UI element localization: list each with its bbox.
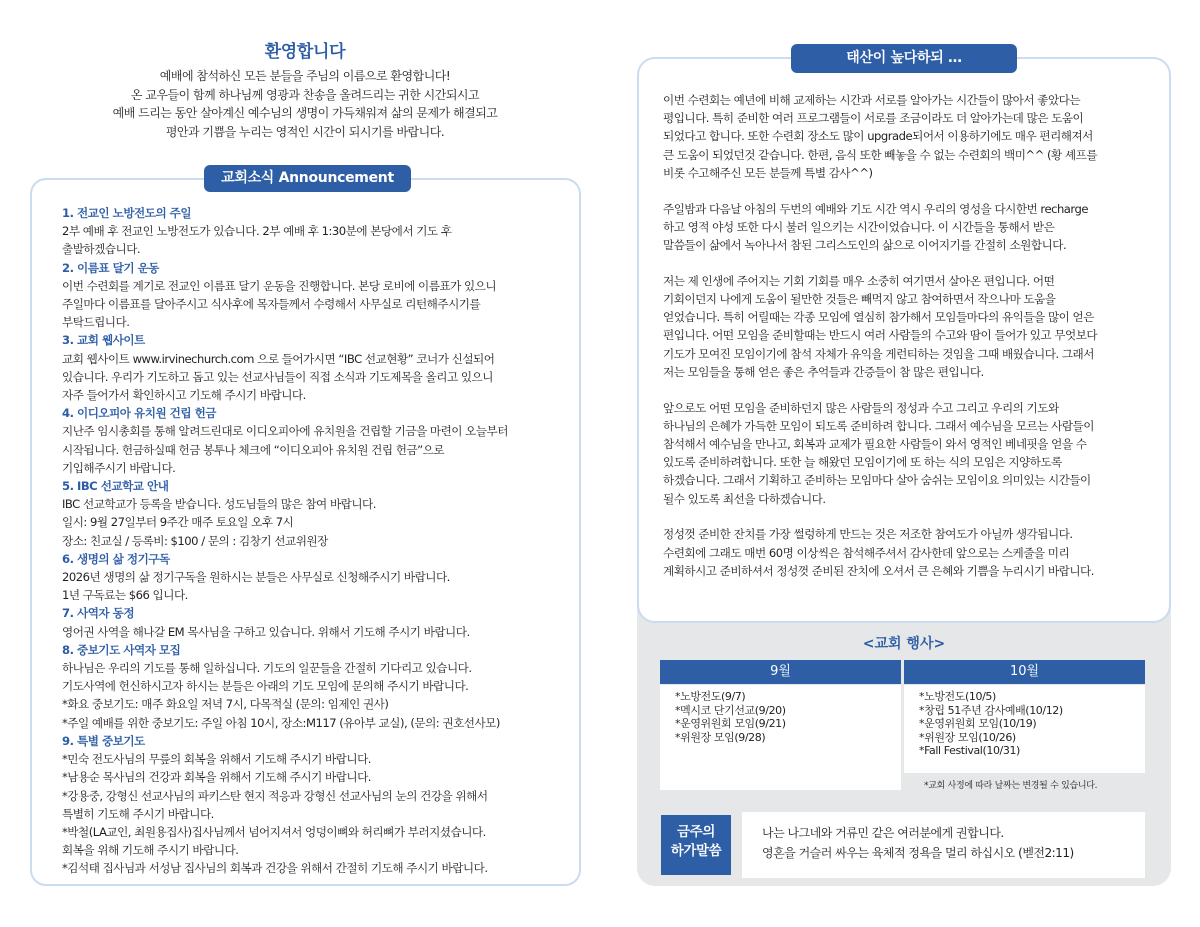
announcement-heading: 7. 사역자 동정 xyxy=(62,606,135,621)
verse-label xyxy=(661,815,731,875)
announcement-line: *민숙 전도사님의 무릎의 회복을 위해서 기도해 주시기 바랍니다. xyxy=(62,752,371,767)
column-line: 이번 수련회는 예년에 비해 교제하는 시간과 서로를 알아가는 시간들이 많아서 좋았다는 xyxy=(663,93,1081,107)
verse-label-line: 하가말씀 xyxy=(670,843,722,859)
verse-label-line: 금주의 xyxy=(677,824,715,840)
announcement-line: *주일 예배를 위한 중보기도: 주일 아침 10시, 장소:M117 (유아부 교실), (문의: 권호선사모) xyxy=(62,715,500,730)
announcement-heading: 5. IBC 선교학교 안내 xyxy=(62,479,169,494)
announcement-item xyxy=(62,259,574,332)
column-tab-label: 태산이 높다하되 … xyxy=(791,44,1017,73)
announcement-heading: 2. 이름표 달기 운동 xyxy=(62,260,159,275)
announcement-line: 2026년 생명의 삶 정기구독을 원하시는 분들은 사무실로 신청해주시기 바랍니다. xyxy=(62,570,450,585)
announcement-line: *남용순 목사님의 건강과 회복을 위해서 기도해 주시기 바랍니다. xyxy=(62,770,371,785)
announcement-line: 2부 예배 후 전교인 노방전도가 있습니다. 2부 예배 후 1:30분에 본당에서 기도 후 xyxy=(62,224,452,239)
announcements-tab-label: 교회소식 Announcement xyxy=(204,165,411,192)
column-line: 얻었습니다. 특히 어릴때는 각종 모임에 열심히 참가해서 모임들마다의 유익들을 많이 얻은 xyxy=(663,310,1094,325)
announcement-line: *강용중, 강형신 선교사님의 파키스탄 현지 적응과 강형신 선교사님의 눈의 건강을 위해서 xyxy=(62,788,488,803)
event-item: *멕시코 단기선교(9/20) xyxy=(675,703,786,717)
verse-line: 나는 나그네와 거류민 같은 여러분에게 권합니다. xyxy=(762,826,1004,840)
welcome-section xyxy=(30,40,580,142)
announcement-line: 영어권 사역을 해나갈 EM 목사님을 구하고 있습니다. 위해서 기도해 주시기 바랍니다. xyxy=(62,624,470,639)
announcement-heading: 3. 교회 웹사이트 xyxy=(62,333,145,348)
column-line: 평입니다. 특히 준비한 여러 프로그램들이 서로를 조금이라도 더 알아가는데 많은 도움이 xyxy=(663,111,1084,126)
column-line: 말씀들이 삶에서 녹아나서 참된 그리스도인의 삶으로 이어지기를 간절히 소원합니다. xyxy=(663,238,1067,253)
column-line: 주일밤과 다음날 아침의 두번의 예배와 기도 시간 역시 우리의 영성을 다시한번 recharge xyxy=(663,201,1088,216)
announcement-line: 출발하겠습니다. xyxy=(62,242,141,257)
announcement-line: 주일마다 이름표를 달아주시고 식사후에 목자들께서 수령해서 사무실로 리턴해주시기를 xyxy=(62,297,481,312)
welcome-line: 예배에 참석하신 모든 분들을 주님의 이름으로 환영합니다! xyxy=(159,69,451,83)
column-paragraph xyxy=(663,272,1157,381)
column-line: 있도록 준비하려합니다. 또한 늘 해왔던 모임이기에 또 하는 식의 모임은 지양하도록 xyxy=(663,455,1062,470)
announcement-line: *화요 중보기도: 매주 화요일 저녁 7시, 다목적실 (문의: 임제인 권사) xyxy=(62,697,389,712)
column-line: 비롯 수고해주신 모든 분들께 특별 감사^^) xyxy=(663,165,873,180)
event-item: *노방전도(10/5) xyxy=(919,690,996,703)
welcome-message xyxy=(30,67,580,142)
announcement-item xyxy=(62,641,574,732)
verse-text-box xyxy=(742,812,1145,878)
column-line: 기도가 모여진 모임이기에 참석 자체가 유익을 게런티하는 것임을 그때 배웠습니다. 그래서 xyxy=(663,346,1094,361)
column-paragraph xyxy=(663,91,1157,182)
announcement-line: 부탁드립니다. xyxy=(62,315,130,330)
announcement-line: 기입해주시기 바랍니다. xyxy=(62,460,176,475)
announcement-line: 있습니다. 우리가 기도하고 돕고 있는 선교사님들이 직접 소식과 기도제목을 올리고 있으니 xyxy=(62,369,493,384)
column-line: 기회이던지 나에게 도움이 될만한 것들은 빼먹지 않고 참여하면서 작으나마 도움을 xyxy=(663,292,1056,307)
verse-line: 영혼을 거슬러 싸우는 육체적 정욕을 멀리 하십시오 (벧전2:11) xyxy=(762,846,1074,860)
announcement-line: 이번 수련회를 계기로 전교인 이름표 달기 운동을 진행합니다. 본당 로비에 이름표가 있으니 xyxy=(62,278,497,293)
month-header-september: 9월 xyxy=(660,660,901,684)
welcome-title: 환영합니다 xyxy=(264,42,346,62)
event-item: *위원장 모임(9/28) xyxy=(675,730,766,744)
column-line: 수련회에 그래도 매번 60명 이상씩은 참석해주셔서 감사한데 앞으로는 스케줄을 미리 xyxy=(663,545,1070,560)
announcement-line: 시작됩니다. 헌금하실때 헌금 봉투나 체크에 “이디오피아 유치원 건립 헌금”으로 xyxy=(62,442,445,457)
announcement-line: *김석태 집사님과 서성남 집사님의 회복과 건강을 위해서 간절히 기도해 주시기 바랍니다. xyxy=(62,861,488,876)
announcement-line: 교회 웹사이트 www.irvinechurch.com 으로 들어가시면 “IBC 선교현황” 코너가 신설되어 xyxy=(62,351,495,366)
welcome-line: 온 교우들이 함께 하나님께 영광과 찬송을 올려드리는 귀한 시간되시고 xyxy=(130,87,480,102)
column-paragraph xyxy=(663,525,1157,580)
column-line: 편입니다. 어떤 모임을 준비할때는 반드시 여러 사람들의 수고와 땀이 들어가 있고 무엇보다 xyxy=(663,328,1098,343)
announcement-item xyxy=(62,604,574,640)
column-line: 저는 모임들을 통해 얻은 좋은 추억들과 간증들이 참 많은 편입니다. xyxy=(663,364,984,379)
announcements-list xyxy=(62,204,574,880)
announcement-heading: 4. 이디오피아 유치원 건립 헌금 xyxy=(62,406,217,421)
column-line: 하고 영적 야성 또한 다시 불러 일으키는 시간이었습니다. 이 시간들을 통해서 받은 xyxy=(663,219,1055,234)
column-article xyxy=(663,91,1157,596)
announcement-heading: 1. 전교인 노방전도의 주일 xyxy=(62,206,192,220)
events-note: *교회 사정에 따라 날짜는 변경될 수 있습니다. xyxy=(924,781,1098,791)
announcement-item xyxy=(62,404,574,477)
announcement-heading: 9. 특별 중보기도 xyxy=(62,733,145,748)
event-item: *노방전도(9/7) xyxy=(675,690,746,703)
event-item: *창립 51주년 감사예배(10/12) xyxy=(919,703,1063,717)
column-line: 큰 도움이 되었던것 같습니다. 한편, 음식 또한 빼놓을 수 없는 수련회의 백미^^ (황 셰프를 xyxy=(663,147,1098,162)
announcement-line: 장소: 친교실 / 등록비: $100 / 문의 : 김창기 선교위원장 xyxy=(62,533,328,548)
column-line: 저는 제 인생에 주어지는 기회 기회를 매우 소중히 여기면서 살아온 편입니다. 어떤 xyxy=(663,273,1055,288)
announcement-line: IBC 선교학교가 등록을 받습니다. 성도님들의 많은 참여 바랍니다. xyxy=(62,497,376,512)
column-paragraph xyxy=(663,399,1157,508)
column-line: 계획하시고 준비하셔서 정성껏 준비된 잔치에 오셔서 큰 은혜와 기쁨을 누리시기 바랍니다. xyxy=(663,563,1094,578)
announcement-line: 특별히 기도해 주시기 바랍니다. xyxy=(62,806,214,821)
event-item: *Fall Festival(10/31) xyxy=(919,744,1020,758)
column-line: 하겠습니다. 그래서 기획하고 준비하는 모임마다 살아 숨쉬는 모임이요 의미있는 시간들이 xyxy=(663,473,1091,488)
column-line: 하나님의 은혜가 가득한 모임이 되도록 준비하려 합니다. 그래서 예수님을 모르는 사람들이 xyxy=(663,418,1094,433)
column-line: 앞으로도 어떤 모임을 준비하던지 많은 사람들의 정성과 수고 그리고 우리의 기도와 xyxy=(663,400,1059,415)
announcement-line: 일시: 9월 27일부터 9주간 매주 토요일 오후 7시 xyxy=(62,515,294,530)
announcement-line: 자주 들어가서 확인하시고 기도해 주시기 바랍니다. xyxy=(62,388,306,403)
welcome-line: 예배 드리는 동안 살아계신 예수님의 생명이 가득채워져 삶의 문제가 해결되고 xyxy=(112,106,498,121)
column-line: 될수 있도록 최선을 다하겠습니다. xyxy=(663,491,826,506)
month-events-september xyxy=(660,685,901,790)
announcement-line: 회복을 위해 기도해 주시기 바랍니다. xyxy=(62,843,239,858)
column-paragraph xyxy=(663,200,1157,255)
month-events-october xyxy=(904,685,1145,773)
announcement-heading: 8. 중보기도 사역자 모집 xyxy=(62,642,181,657)
event-item: *운영위원회 모임(10/19) xyxy=(919,717,1037,731)
announcement-line: 1년 구독료는 $66 입니다. xyxy=(62,588,188,603)
column-line: 되었다고 합니다. 또한 수련회 장소도 많이 upgrade되어서 이용하기에도 매우 편리해져서 xyxy=(663,129,1093,144)
column-line: 정성껏 준비한 잔치를 가장 썰렁하게 만드는 것은 저조한 참여도가 아닐까 생각됩니다. xyxy=(663,527,1073,542)
column-line: 참석해서 예수님을 만나고, 회복과 교제가 필요한 사람들이 와서 영적인 베네핏을 얻을 수 xyxy=(663,437,1087,452)
month-header-october: 10월 xyxy=(904,660,1145,684)
announcement-line: 기도사역에 헌신하시고자 하시는 분들은 아래의 기도 모임에 문의해 주시기 바랍니다. xyxy=(62,679,469,694)
announcement-line: 지난주 임시총회를 통해 알려드린대로 이디오피아에 유치원을 건립할 기금을 마련이 오늘부터 xyxy=(62,424,508,439)
announcement-item xyxy=(62,732,574,878)
welcome-line: 평안과 기쁨을 누리는 영적인 시간이 되시기를 바랍니다. xyxy=(165,125,445,140)
events-title: <교회 행사> xyxy=(862,636,946,652)
event-item: *위원장 모임(10/26) xyxy=(919,730,1016,744)
announcement-item xyxy=(62,477,574,550)
announcement-item xyxy=(62,331,574,404)
event-item: *운영위원회 모임(9/21) xyxy=(675,717,786,731)
announcement-heading: 6. 생명의 삶 정기구독 xyxy=(62,551,170,566)
announcement-item xyxy=(62,550,574,605)
announcement-item xyxy=(62,204,574,259)
announcement-line: *박철(LA교인, 최원용집사)집사님께서 넘어지셔서 엉덩이뼈와 허리뼈가 부러지셨습니다. xyxy=(62,824,486,839)
announcement-line: 하나님은 우리의 기도를 통해 일하십니다. 기도의 일꾼들을 간절히 기다리고 있습니다. xyxy=(62,661,472,676)
